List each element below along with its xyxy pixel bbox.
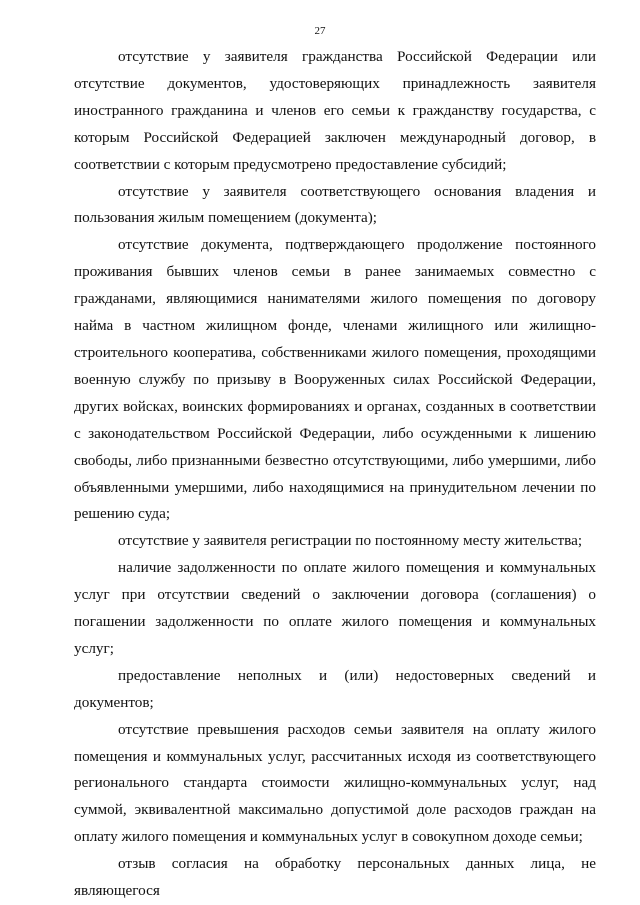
paragraph-citizenship: отсутствие у заявителя гражданства Российской Федерации или отсутствие документов, удостоверяющих принадлежность заявителя иностранного гражданина и членов его семьи к гражданству государства, с которым Российской Федерацией заключен международный договор, в соответствии с которым предусмотрено предоставление субсидий; [74, 48, 596, 173]
paragraph-incomplete-info: предоставление неполных и (или) недостоверных сведений и документов; [74, 666, 596, 711]
paragraph-former-family: отсутствие документа, подтверждающего продолжение постоянного проживания бывших членов семьи в ранее занимаемых совместно с гражданами, являющимися нанимателями жилого помещения по договору найма в частном жилищном фонде, членами жилищного или жилищно-строительного кооператива, собственниками жилого помещения, проходящими военную службу по призыву в Вооруженных силах Российской Федерации, других войсках, воинских формированиях и органах, созданных в соответствии с законодательством Российской Федерации, либо осужденными к лишению свободы, либо признанными безвестно отсутствующими, либо умершими, либо объявленными умершими, либо находящимися на принудительном лечении по решению суда; [74, 236, 596, 523]
paragraph-expense-excess: отсутствие превышения расходов семьи заявителя на оплату жилого помещения и коммунальных услуг, рассчитанных исходя из соответствующего регионального стандарта стоимости жилищно-коммунальных услуг, над суммой, эквивалентной максимально допустимой доле расходов граждан на оплату жилого помещения и коммунальных услуг в совокупном доходе семьи; [74, 720, 596, 846]
paragraph-registration: отсутствие у заявителя регистрации по постоянному месту жительства; [118, 532, 583, 550]
paragraph-consent-withdrawal: отзыв согласия на обработку персональных данных лица, не являющегося [74, 855, 596, 900]
document-body [74, 44, 596, 905]
paragraph-housing-basis: отсутствие у заявителя соответствующего основания владения и пользования жилым помещением (документа); [74, 182, 596, 227]
page-number: 27 [314, 25, 326, 37]
paragraph-debt: наличие задолженности по оплате жилого помещения и коммунальных услуг при отсутствии сведений о заключении договора (соглашения) о погашении задолженности по оплате жилого помещения и коммунальных услуг; [74, 559, 596, 657]
